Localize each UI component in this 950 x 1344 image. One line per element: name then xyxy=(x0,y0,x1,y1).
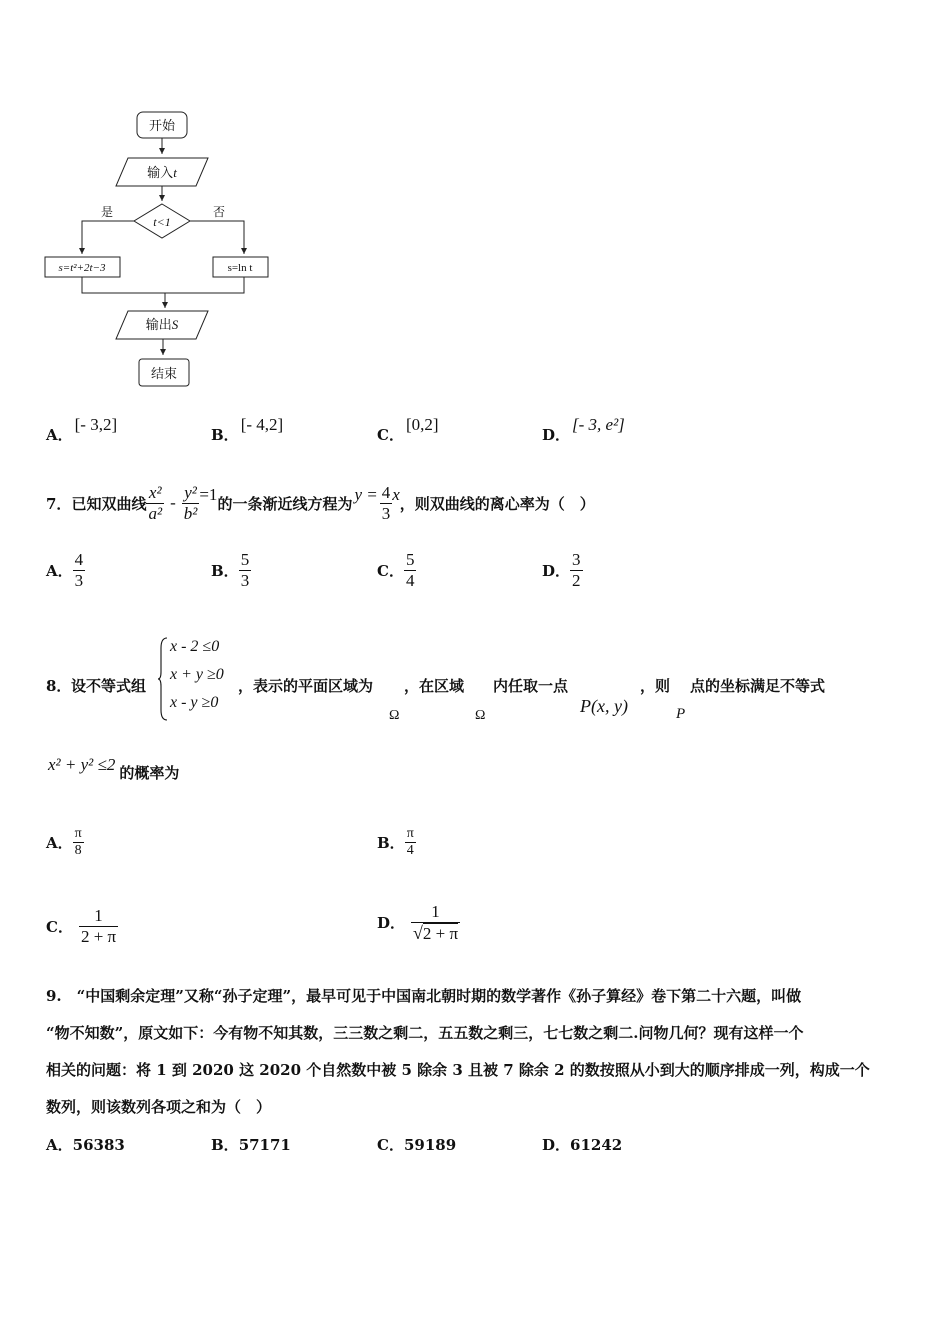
flow-condition-label: t<1 xyxy=(153,215,171,229)
option-fraction: $\frac{\pi}{4}$ xyxy=(406,826,414,859)
q9-option-a[interactable] xyxy=(46,1134,125,1155)
option-letter: D． xyxy=(542,561,571,580)
option-fraction: $\frac{1}{2 + \pi}$ xyxy=(80,906,117,946)
q9-option-c[interactable] xyxy=(377,1134,456,1155)
question-9-line-2: “物不知数”，原文如下：今有物不知其数，三三数之剩二，五五数之剩三，七七数之剩二.问物几何？现有这样一个 xyxy=(46,1024,804,1042)
question-8-text2: ，表示的平面区域为 xyxy=(238,677,374,695)
option-value: 61242 xyxy=(570,1136,623,1154)
q8-option-b[interactable] xyxy=(377,826,416,859)
minus-sign: - xyxy=(170,493,176,512)
option-fraction: $\frac{4}{3}$ xyxy=(74,550,84,590)
inequality: x² + y² ≤2 xyxy=(48,754,116,774)
question-text: ，则双曲线的离心率为（ ） xyxy=(399,494,595,513)
question-8-number: 8． xyxy=(46,677,72,695)
question-8-text5: ，则 xyxy=(640,677,671,695)
option-fraction: $\frac{5}{3}$ xyxy=(240,550,250,590)
system-line-2: x + y ≥0 xyxy=(170,666,224,683)
option-letter: C． xyxy=(377,426,404,444)
option-value: 57171 xyxy=(238,1136,291,1154)
q6-option-b[interactable] xyxy=(211,414,284,444)
q9-option-b[interactable] xyxy=(211,1134,291,1155)
question-8-text7: 的概率为 xyxy=(119,764,180,782)
equals-one: =1 xyxy=(199,485,218,504)
q7-option-d[interactable] xyxy=(542,550,583,590)
flow-no-label: 否 xyxy=(212,205,226,219)
question-7 xyxy=(46,470,595,536)
option-fraction: $\frac{5}{4}$ xyxy=(405,550,415,590)
question-8-text6: 点的坐标满足不等式 xyxy=(690,677,826,695)
flowchart xyxy=(0,0,320,400)
flow-left-formula: s=t²+2t−3 xyxy=(58,262,106,274)
omega-1: Ω xyxy=(389,708,400,723)
q9-option-d[interactable] xyxy=(542,1134,622,1155)
option-letter: D． xyxy=(377,914,406,933)
option-letter: C． xyxy=(46,917,73,936)
option-letter: C． xyxy=(377,1136,404,1154)
question-8-text1: 设不等式组 xyxy=(71,677,147,695)
question-9-line-1: 9. “中国剩余定理”又称“孙子定理”，最早可见于中国南北朝时期的数学著作《孙子算经》卷下第二十六题，叫做 xyxy=(46,987,802,1005)
question-8-continued xyxy=(48,754,180,783)
option-letter: A． xyxy=(46,426,73,444)
flow-input-var: t xyxy=(173,165,177,180)
option-fraction: $\frac{3}{2}$ xyxy=(572,550,581,590)
q6-option-d[interactable] xyxy=(542,414,625,444)
question-9-line-3: 相关的问题：将 1 到 2020 这 2020 个自然数中被 5 除余 3 且被 7 除余 2 的数按照从小到大的顺序排成一列，构成一个 xyxy=(46,1061,870,1079)
flow-yes-label: 是 xyxy=(100,205,114,219)
svg-text:输出S xyxy=(146,317,179,332)
asymptote-fraction: $\frac{4}{3}$ xyxy=(381,482,391,523)
asymptote-left: y = xyxy=(354,485,378,504)
option-value: 59189 xyxy=(403,1136,457,1154)
option-letter: B． xyxy=(211,1136,239,1154)
option-fraction: $\frac{\pi}{8}$ xyxy=(74,826,82,859)
q8-option-d[interactable] xyxy=(377,902,460,943)
option-value: [0,2] xyxy=(405,415,439,434)
q8-option-c[interactable] xyxy=(46,906,118,946)
system-line-3: x - y ≥0 xyxy=(170,694,219,711)
option-letter: B． xyxy=(211,426,239,444)
q8-option-a[interactable] xyxy=(46,826,84,859)
omega-2: Ω xyxy=(475,708,486,723)
fraction-x: $\frac{\text{x²}}{\text{a²}}$ xyxy=(148,482,163,523)
question-8-text4: 内任取一点 xyxy=(493,677,569,695)
q7-option-c[interactable] xyxy=(377,550,416,590)
q6-option-c[interactable] xyxy=(377,414,439,444)
q7-option-a[interactable] xyxy=(46,550,85,590)
question-9-line-4: 数列，则该数列各项之和为（ ） xyxy=(46,1098,272,1116)
svg-text:输入t xyxy=(147,165,177,180)
option-fraction: 1 √ 2 + π xyxy=(413,902,459,943)
option-letter: B． xyxy=(211,561,239,580)
asymptote-right: x xyxy=(392,485,400,504)
option-value: [- 3,2] xyxy=(74,415,118,434)
fraction-y: $\frac{\text{y²}}{\text{b²}}$ xyxy=(183,482,198,523)
question-number: 7． xyxy=(46,494,72,513)
sqrt-denominator: √ 2 + π xyxy=(413,922,459,943)
brace-icon xyxy=(158,636,168,722)
q7-option-b[interactable] xyxy=(211,550,251,590)
flow-end-label: 结束 xyxy=(150,366,178,381)
flow-start-label: 开始 xyxy=(148,118,176,133)
question-text: 已知双曲线 xyxy=(71,494,147,513)
flow-output-label: 输出 xyxy=(145,317,172,332)
flow-right-formula: s=ln t xyxy=(227,262,253,274)
option-value: [- 4,2] xyxy=(240,415,284,434)
option-value: 56383 xyxy=(72,1136,125,1154)
flow-output-var: S xyxy=(171,317,179,332)
inequality-system xyxy=(158,636,238,722)
sqrt-icon: √ xyxy=(413,922,423,943)
option-letter: B． xyxy=(377,834,405,853)
q6-option-a[interactable] xyxy=(46,414,118,444)
option-letter: C． xyxy=(377,561,404,580)
question-8-text3: ，在区域 xyxy=(404,677,465,695)
system-line-1: x - 2 ≤0 xyxy=(170,638,220,655)
question-text: 的一条渐近线方程为 xyxy=(217,494,353,513)
point-p: P(x, y) xyxy=(580,696,628,716)
option-letter: D． xyxy=(542,426,571,444)
flow-input-label: 输入 xyxy=(147,165,174,180)
p-label: P xyxy=(676,706,686,722)
option-letter: A． xyxy=(46,834,73,853)
option-letter: A． xyxy=(46,1136,73,1154)
option-letter: A． xyxy=(46,561,73,580)
option-value: [- 3, e²] xyxy=(572,415,625,434)
option-letter: D． xyxy=(542,1136,571,1154)
